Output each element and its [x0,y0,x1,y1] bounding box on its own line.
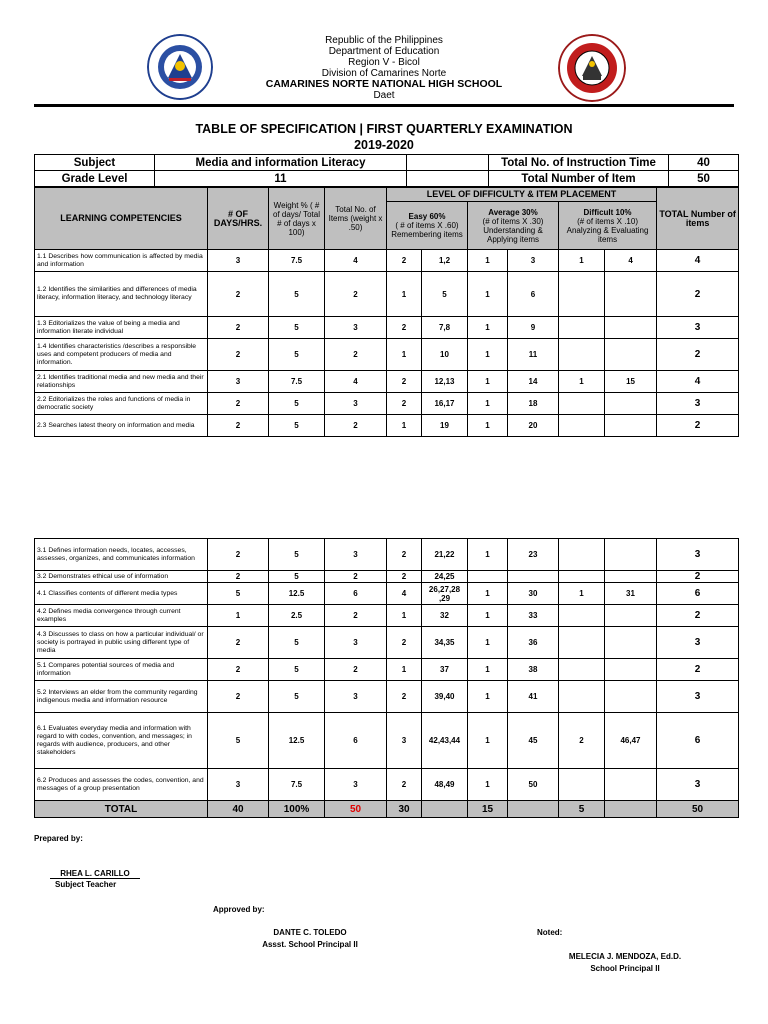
cell-days: 2 [208,339,269,371]
cell-difficult-count [559,627,605,659]
cell-items: 2 [325,415,387,437]
cell-weight: 5 [269,659,325,681]
cell-difficult-placement [605,681,657,713]
cell-days: 3 [208,769,269,801]
totals-difficult: 5 [559,801,605,818]
cell-easy-count: 2 [387,250,422,272]
cell-average-placement: 6 [508,272,559,317]
cell-days: 2 [208,571,269,583]
cell-difficult-placement [605,627,657,659]
cell-easy-placement: 26,27,28 ,29 [422,583,468,605]
cell-difficult-placement [605,769,657,801]
col-difficult [559,202,657,250]
cell-competency: 2.3 Searches latest theory on information and media [35,415,208,437]
cell-average-count: 1 [468,713,508,769]
col-total: TOTAL Number of items [657,188,739,250]
cell-difficult-placement: 4 [605,250,657,272]
noted-name: MELECIA J. MENDOZA, Ed.D. [568,952,682,961]
cell-weight: 5 [269,339,325,371]
table-row [35,571,739,583]
cell-row-total: 4 [657,371,739,393]
cell-days: 2 [208,272,269,317]
table-row [35,393,739,415]
table-row [35,769,739,801]
cell-average-count: 1 [468,317,508,339]
cell-difficult-count: 2 [559,713,605,769]
cell-competency: 4.1 Classifies contents of different media types [35,583,208,605]
col-weight: Weight % ( # of days/ Total # of days x 100) [269,188,325,250]
grade-value: 11 [155,171,407,187]
cell-average-placement: 50 [508,769,559,801]
cell-row-total: 2 [657,415,739,437]
totals-easy: 30 [387,801,422,818]
cell-average-placement: 11 [508,339,559,371]
totals-easy-placement [422,801,468,818]
cell-average-placement: 20 [508,415,559,437]
table-row [35,272,739,317]
totals-average-placement [508,801,559,818]
cell-average-count: 1 [468,583,508,605]
cell-difficult-placement [605,272,657,317]
average-label: Average 30% [488,207,538,217]
cell-items: 3 [325,317,387,339]
header-divider [34,104,734,107]
approved-name: DANTE C. TOLEDO [273,928,347,937]
cell-competency: 5.2 Interviews an elder from the community regarding indigenous media and information resource [35,681,208,713]
header-department: Department of Education [328,46,440,57]
cell-average-count: 1 [468,539,508,571]
cell-days: 3 [208,250,269,272]
table-row [35,583,739,605]
cell-average-placement: 33 [508,605,559,627]
cell-items: 2 [325,659,387,681]
specification-table-continued [34,538,739,818]
table-row [35,713,739,769]
cell-easy-count: 2 [387,539,422,571]
cell-easy-placement: 7,8 [422,317,468,339]
subject-value: Media and information Literacy [155,155,407,171]
cell-items: 6 [325,583,387,605]
cell-competency: 1.4 Identifies characteristics /describes a responsible uses and competent producers of media and information. [35,339,208,371]
cell-average-count: 1 [468,339,508,371]
cell-average-count: 1 [468,659,508,681]
cell-average-count: 1 [468,393,508,415]
cell-days: 2 [208,415,269,437]
cell-weight: 12.5 [269,583,325,605]
cell-easy-placement: 12,13 [422,371,468,393]
cell-average-placement: 14 [508,371,559,393]
cell-easy-count: 2 [387,769,422,801]
cell-competency: 5.1 Compares potential sources of media and information [35,659,208,681]
cell-difficult-count: 1 [559,250,605,272]
cell-average-placement: 30 [508,583,559,605]
document-header [200,35,568,101]
cell-easy-placement: 42,43,44 [422,713,468,769]
instruction-time-label: Total No. of Instruction Time [489,155,669,171]
cell-easy-count: 2 [387,627,422,659]
cell-row-total: 3 [657,627,739,659]
grade-label: Grade Level [35,171,155,187]
cell-average-count: 1 [468,371,508,393]
table-row [35,659,739,681]
cell-competency: 1.1 Describes how communication is affected by media and information [35,250,208,272]
cell-easy-count: 1 [387,659,422,681]
totals-average: 15 [468,801,508,818]
difficult-label: Difficult 10% [583,207,632,217]
cell-difficult-count [559,272,605,317]
cell-easy-count: 1 [387,339,422,371]
title-year: 2019-2020 [354,138,414,152]
cell-easy-placement: 21,22 [422,539,468,571]
cell-average-placement: 23 [508,539,559,571]
cell-difficult-placement [605,571,657,583]
cell-weight: 12.5 [269,713,325,769]
total-items-value: 50 [669,171,739,187]
cell-easy-count: 4 [387,583,422,605]
header-region: Region V - Bicol [348,57,420,68]
cell-average-count: 1 [468,605,508,627]
table-row [35,627,739,659]
cell-row-total: 2 [657,571,739,583]
cell-difficult-count [559,317,605,339]
totals-items: 50 [325,801,387,818]
cell-easy-placement: 39,40 [422,681,468,713]
info-blank-1 [407,155,489,171]
table-row [35,339,739,371]
cell-days: 2 [208,317,269,339]
cell-competency: 4.3 Discusses to class on how a particular individual/ or society is portrayed in public using different type of media [35,627,208,659]
cell-items: 3 [325,627,387,659]
cell-weight: 5 [269,571,325,583]
cell-easy-placement: 19 [422,415,468,437]
cell-difficult-placement [605,317,657,339]
cell-average-count [468,571,508,583]
cell-items: 2 [325,272,387,317]
cell-difficult-count [559,605,605,627]
cell-easy-placement: 1,2 [422,250,468,272]
cell-easy-count: 2 [387,371,422,393]
table-row [35,317,739,339]
cell-weight: 7.5 [269,371,325,393]
cell-items: 4 [325,250,387,272]
totals-days: 40 [208,801,269,818]
specification-table [34,187,739,437]
header-town: Daet [373,90,395,101]
info-blank-2 [407,171,489,187]
cell-difficult-count [559,415,605,437]
cell-days: 2 [208,539,269,571]
cell-easy-placement: 16,17 [422,393,468,415]
cell-easy-count: 1 [387,415,422,437]
cell-weight: 5 [269,317,325,339]
cell-days: 3 [208,371,269,393]
cell-row-total: 3 [657,317,739,339]
cell-competency: 6.2 Produces and assesses the codes, convention, and messages of a group presentation [35,769,208,801]
cell-average-count: 1 [468,627,508,659]
cell-difficult-count [559,681,605,713]
cell-difficult-count: 1 [559,583,605,605]
totals-label: TOTAL [35,801,208,818]
cell-difficult-count [559,339,605,371]
difficult-sub: (# of items X .10) Analyzing & Evaluating items [566,216,649,244]
col-average [468,202,559,250]
header-school: CAMARINES NORTE NATIONAL HIGH SCHOOL [265,78,503,90]
noted-title: School Principal II [590,964,660,973]
cell-easy-placement: 48,49 [422,769,468,801]
header-republic: Republic of the Philippines [325,35,443,46]
cell-days: 2 [208,681,269,713]
cell-days: 2 [208,393,269,415]
cell-competency: 3.2 Demonstrates ethical use of information [35,571,208,583]
cell-items: 3 [325,393,387,415]
cell-weight: 5 [269,393,325,415]
col-level-of-difficulty: LEVEL OF DIFFICULTY & ITEM PLACEMENT [387,188,657,202]
col-competencies: LEARNING COMPETENCIES [35,188,208,250]
cell-average-count: 1 [468,681,508,713]
cell-difficult-count [559,769,605,801]
cell-average-count: 1 [468,250,508,272]
cell-difficult-placement [605,659,657,681]
cell-weight: 5 [269,539,325,571]
cell-row-total: 3 [657,539,739,571]
school-seal-logo [558,34,626,102]
cell-difficult-placement [605,539,657,571]
cell-difficult-count [559,571,605,583]
cell-weight: 5 [269,272,325,317]
cell-competency: 1.2 Identifies the similarities and differences of media literacy, information literacy, and technology literacy [35,272,208,317]
table-row [35,681,739,713]
cell-items: 2 [325,605,387,627]
cell-average-count: 1 [468,272,508,317]
cell-weight: 7.5 [269,769,325,801]
cell-weight: 7.5 [269,250,325,272]
cell-difficult-placement: 31 [605,583,657,605]
cell-items: 2 [325,339,387,371]
cell-difficult-count: 1 [559,371,605,393]
cell-difficult-placement: 15 [605,371,657,393]
cell-days: 2 [208,627,269,659]
cell-easy-count: 2 [387,393,422,415]
cell-days: 5 [208,583,269,605]
totals-total: 50 [657,801,739,818]
cell-easy-placement: 10 [422,339,468,371]
totals-row [35,801,739,818]
cell-days: 1 [208,605,269,627]
prepared-title: Subject Teacher [55,880,117,889]
easy-sub: ( # of items X .60) Remembering items [391,221,463,239]
noted-label: Noted: [537,928,563,937]
header-division: Division of Camarines Norte [321,68,447,79]
cell-easy-count: 1 [387,272,422,317]
cell-easy-placement: 24,25 [422,571,468,583]
cell-difficult-count [559,393,605,415]
cell-average-placement [508,571,559,583]
cell-average-placement: 41 [508,681,559,713]
cell-row-total: 3 [657,769,739,801]
cell-difficult-count [559,539,605,571]
table-row [35,539,739,571]
cell-row-total: 3 [657,681,739,713]
cell-days: 5 [208,713,269,769]
approved-by-label: Approved by: [213,905,265,914]
table-row [35,605,739,627]
cell-competency: 1.3 Editorializes the value of being a media and information literate individual [35,317,208,339]
cell-difficult-count [559,659,605,681]
cell-easy-count: 3 [387,713,422,769]
cell-items: 3 [325,539,387,571]
totals-difficult-placement [605,801,657,818]
cell-easy-placement: 37 [422,659,468,681]
subject-label: Subject [35,155,155,171]
cell-average-count: 1 [468,415,508,437]
col-easy [387,202,468,250]
instruction-time-value: 40 [669,155,739,171]
cell-easy-count: 2 [387,681,422,713]
totals-weight: 100% [269,801,325,818]
cell-competency: 4.2 Defines media convergence through current examples [35,605,208,627]
cell-items: 4 [325,371,387,393]
cell-row-total: 6 [657,713,739,769]
cell-competency: 3.1 Defines information needs, locates, accesses, assesses, organizes, and communicates information [35,539,208,571]
cell-easy-placement: 34,35 [422,627,468,659]
cell-average-placement: 9 [508,317,559,339]
cell-items: 3 [325,681,387,713]
cell-average-placement: 45 [508,713,559,769]
cell-average-placement: 18 [508,393,559,415]
cell-weight: 5 [269,415,325,437]
table-row [35,371,739,393]
cell-weight: 2.5 [269,605,325,627]
cell-easy-count: 2 [387,317,422,339]
cell-average-placement: 38 [508,659,559,681]
cell-items: 2 [325,571,387,583]
col-days: # OF DAYS/HRS. [208,188,269,250]
prepared-name: RHEA L. CARILLO [50,869,140,879]
cell-easy-count: 1 [387,605,422,627]
cell-row-total: 2 [657,339,739,371]
cell-easy-count: 2 [387,571,422,583]
document-title [34,121,734,153]
cell-competency: 2.1 Identifies traditional media and new media and their relationships [35,371,208,393]
cell-difficult-placement: 46,47 [605,713,657,769]
table-row [35,250,739,272]
info-table [34,154,739,187]
cell-row-total: 2 [657,659,739,681]
average-sub: (# of items X .30) Understanding & Applying items [482,216,544,244]
cell-row-total: 6 [657,583,739,605]
cell-difficult-placement [605,339,657,371]
cell-row-total: 2 [657,605,739,627]
prepared-by-label: Prepared by: [34,834,83,843]
table-row [35,415,739,437]
cell-easy-placement: 5 [422,272,468,317]
cell-average-placement: 36 [508,627,559,659]
cell-competency: 2.2 Editorializes the roles and functions of media in democratic society [35,393,208,415]
total-items-label: Total Number of Item [489,171,669,187]
cell-days: 2 [208,659,269,681]
cell-row-total: 3 [657,393,739,415]
approved-title: Assst. School Principal II [262,940,358,949]
cell-competency: 6.1 Evaluates everyday media and information with regard to with codes, convention, and messages; in regards with audience, producers, and other stakeholders [35,713,208,769]
col-items: Total No. of Items (weight x .50) [325,188,387,250]
cell-difficult-placement [605,393,657,415]
cell-items: 6 [325,713,387,769]
cell-weight: 5 [269,627,325,659]
cell-difficult-placement [605,605,657,627]
cell-row-total: 4 [657,250,739,272]
easy-label: Easy 60% [408,212,446,221]
cell-average-placement: 3 [508,250,559,272]
cell-row-total: 2 [657,272,739,317]
cell-easy-placement: 32 [422,605,468,627]
cell-average-count: 1 [468,769,508,801]
cell-items: 3 [325,769,387,801]
title-main: TABLE OF SPECIFICATION | FIRST QUARTERLY EXAMINATION [195,122,573,136]
cell-difficult-placement [605,415,657,437]
cell-weight: 5 [269,681,325,713]
